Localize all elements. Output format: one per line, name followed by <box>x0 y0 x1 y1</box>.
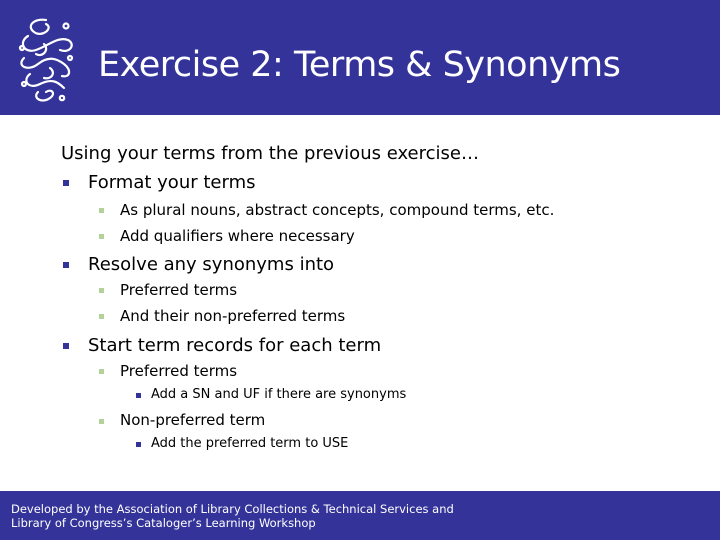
sub-bullet-marker-icon <box>99 288 104 293</box>
slide-title: Exercise 2: Terms & Synonyms <box>98 45 621 85</box>
sub-bullet-marker-icon <box>99 208 104 213</box>
ornament-logo-icon <box>14 14 78 106</box>
sub-sub-bullet-marker-icon <box>136 393 141 398</box>
list-subitem: Preferred terms <box>120 281 238 299</box>
list-item: Resolve any synonyms into <box>88 254 335 275</box>
list-subsubitem: Add a SN and UF if there are synonyms <box>151 387 407 402</box>
list-subitem: Non-preferred term <box>120 411 266 429</box>
list-subitem: And their non-preferred terms <box>120 307 346 325</box>
footer-line-2: Library of Congress’s Cataloger’s Learning Workshop <box>11 516 316 530</box>
list-subitem: As plural nouns, abstract concepts, compound terms, etc. <box>120 201 555 219</box>
sub-bullet-marker-icon <box>99 369 104 374</box>
footer-line-1: Developed by the Association of Library Collections & Technical Services and <box>11 502 454 516</box>
bullet-marker-icon <box>63 343 69 349</box>
slide-header <box>0 0 720 115</box>
list-subitem: Preferred terms <box>120 362 238 380</box>
footer-credit <box>11 502 454 530</box>
bullet-marker-icon <box>63 262 69 268</box>
list-item: Format your terms <box>88 172 256 193</box>
list-subitem: Add qualifiers where necessary <box>120 227 355 245</box>
bullet-marker-icon <box>63 180 69 186</box>
sub-bullet-marker-icon <box>99 419 104 424</box>
list-item: Start term records for each term <box>88 335 382 356</box>
sub-bullet-marker-icon <box>99 314 104 319</box>
list-subsubitem: Add the preferred term to USE <box>151 436 349 451</box>
sub-sub-bullet-marker-icon <box>136 442 141 447</box>
slide-footer <box>0 491 720 540</box>
sub-bullet-marker-icon <box>99 234 104 239</box>
intro-text: Using your terms from the previous exercise… <box>61 143 479 164</box>
